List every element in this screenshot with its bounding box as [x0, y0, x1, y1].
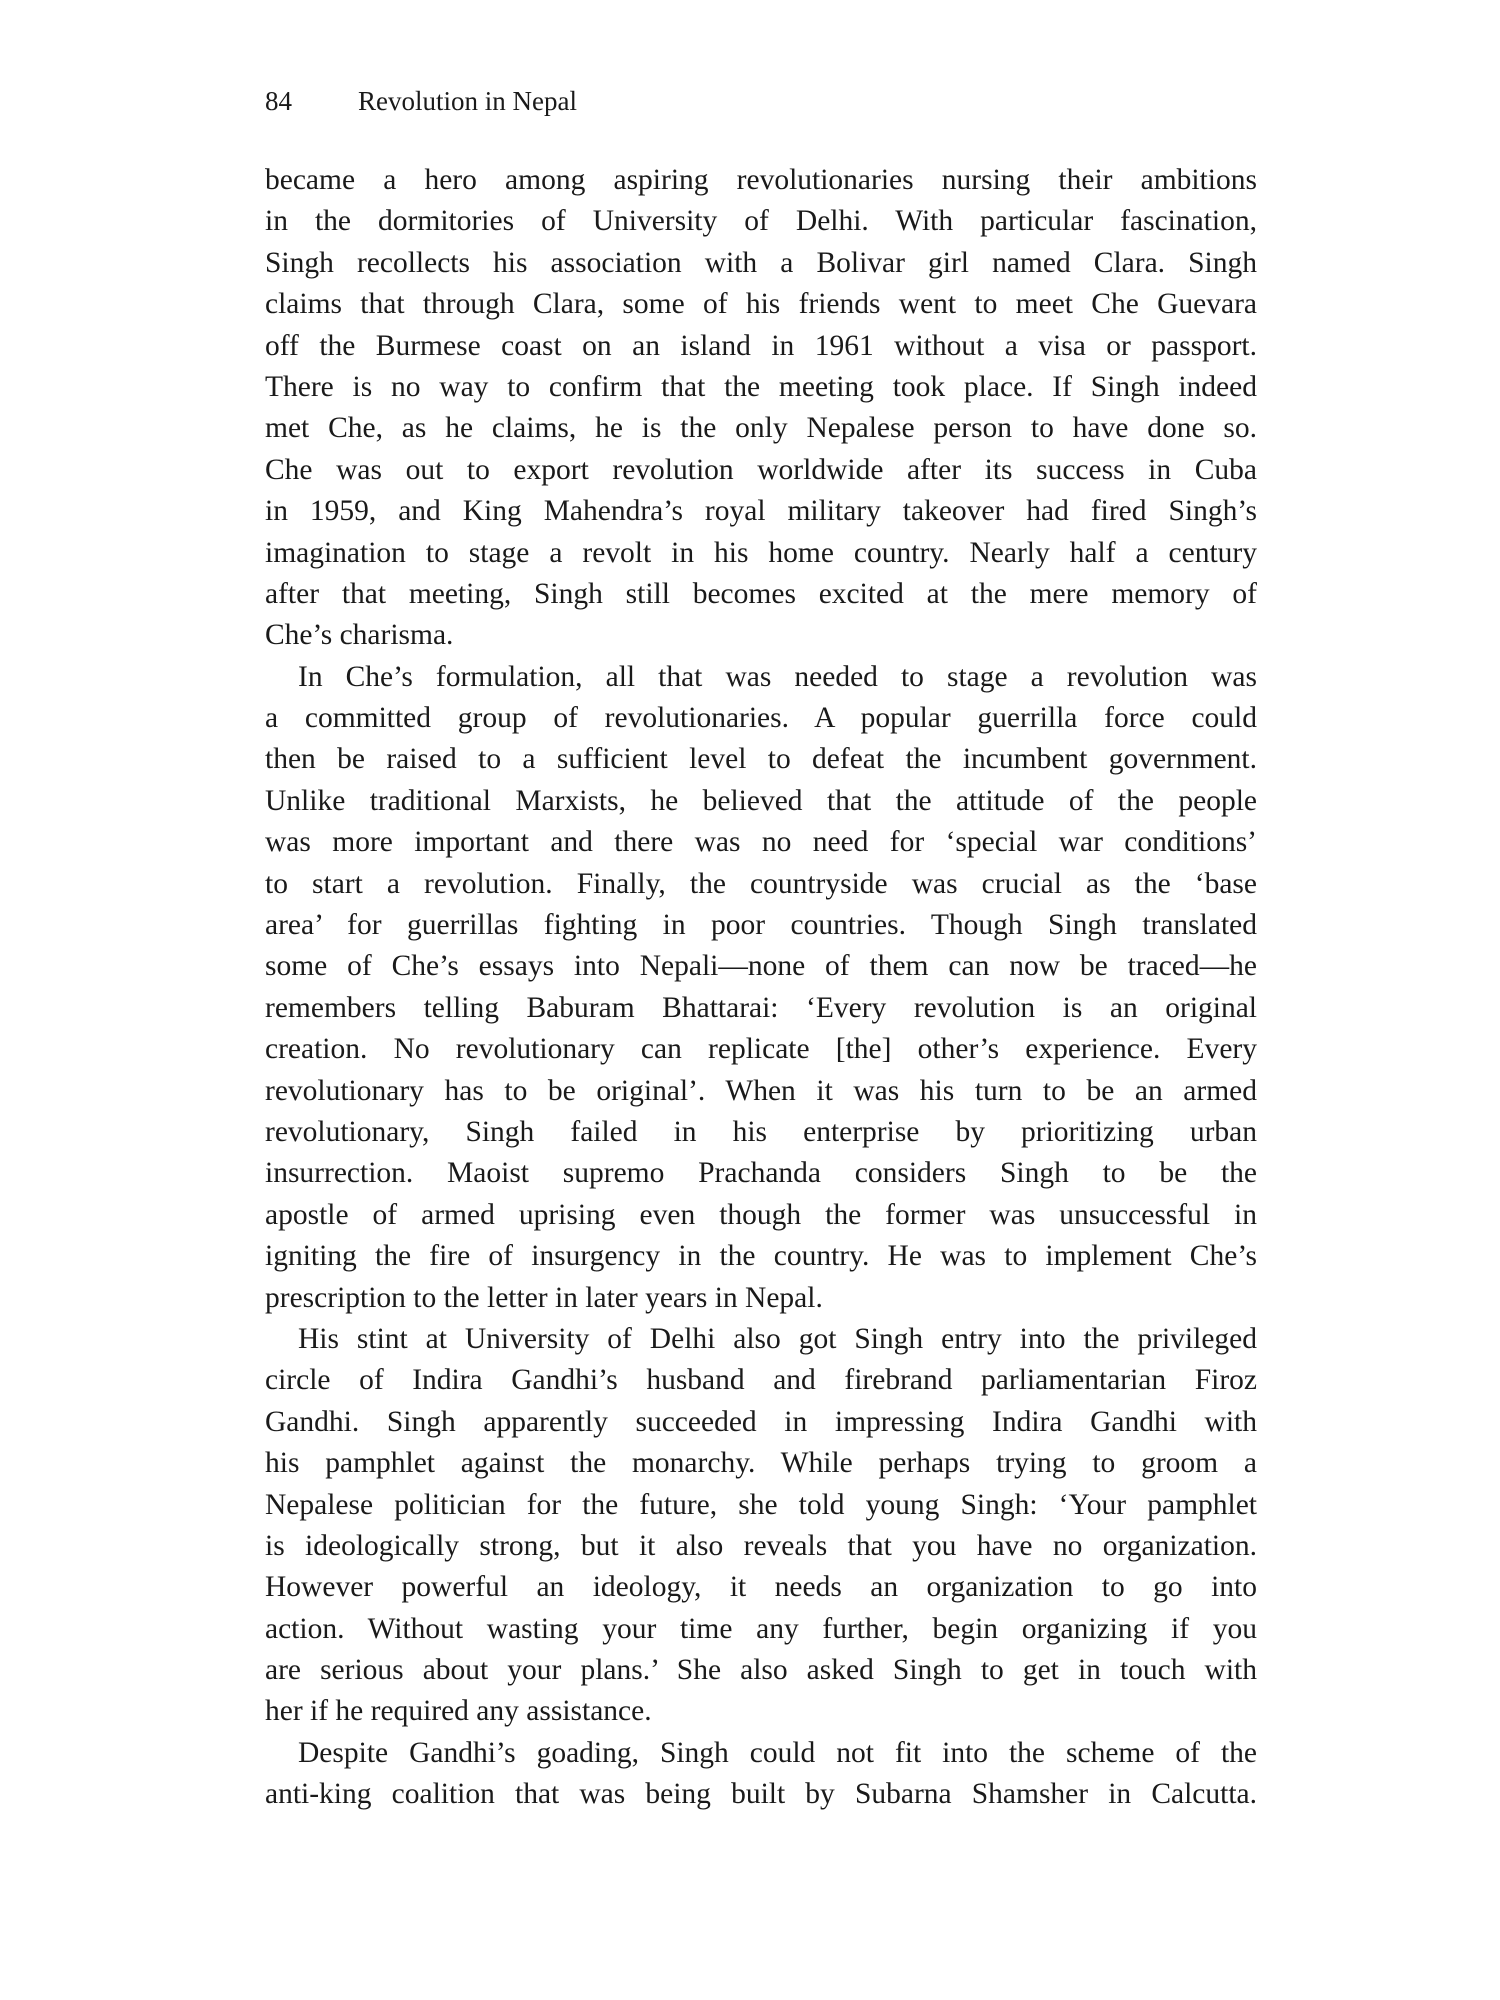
text-line: Che’s charisma.	[265, 619, 454, 652]
text-line: to start a revolution. Finally, the countryside was crucial as the ‘base	[265, 867, 1257, 900]
text-line: area’ for guerrillas fighting in poor countries. Though Singh translated	[265, 909, 1257, 942]
text-line: insurrection. Maoist supremo Prachanda considers Singh to be the	[265, 1157, 1257, 1190]
text-line: Singh recollects his association with a Bolivar girl named Clara. Singh	[265, 246, 1257, 279]
paragraph	[265, 1319, 1257, 1733]
text-line: Che was out to export revolution worldwide after its success in Cuba	[265, 453, 1257, 486]
text-line: off the Burmese coast on an island in 1961 without a visa or passport.	[265, 329, 1257, 362]
text-line: are serious about your plans.’ She also asked Singh to get in touch with	[265, 1654, 1257, 1687]
text-line: after that meeting, Singh still becomes excited at the mere memory of	[265, 577, 1257, 610]
text-line: However powerful an ideology, it needs an organization to go into	[265, 1571, 1257, 1604]
text-line: his pamphlet against the monarchy. While perhaps trying to groom a	[265, 1447, 1257, 1480]
body-text	[265, 160, 1257, 1816]
text-line: imagination to stage a revolt in his home country. Nearly half a century	[265, 536, 1257, 569]
text-line: action. Without wasting your time any further, begin organizing if you	[265, 1612, 1257, 1645]
paragraph	[265, 160, 1257, 657]
text-line: a committed group of revolutionaries. A popular guerrilla force could	[265, 702, 1257, 735]
text-line: In Che’s formulation, all that was needed to stage a revolution was	[298, 660, 1257, 693]
text-line: His stint at University of Delhi also got Singh entry into the privileged	[298, 1322, 1257, 1355]
text-line: her if he required any assistance.	[265, 1695, 652, 1728]
text-line: igniting the fire of insurgency in the country. He was to implement Che’s	[265, 1240, 1257, 1273]
text-line: became a hero among aspiring revolutionaries nursing their ambitions	[265, 164, 1257, 196]
running-header	[265, 86, 577, 117]
paragraph	[265, 1733, 1257, 1816]
page-number: 84	[265, 86, 292, 116]
text-line: then be raised to a sufficient level to defeat the incumbent government.	[265, 743, 1257, 776]
text-line: prescription to the letter in later years in Nepal.	[265, 1281, 823, 1314]
text-line: circle of Indira Gandhi’s husband and firebrand parliamentarian Firoz	[265, 1364, 1257, 1397]
text-line: met Che, as he claims, he is the only Nepalese person to have done so.	[265, 412, 1257, 445]
text-line: apostle of armed uprising even though the former was unsuccessful in	[265, 1198, 1257, 1231]
text-line: Gandhi. Singh apparently succeeded in impressing Indira Gandhi with	[265, 1405, 1257, 1438]
text-line: revolutionary has to be original’. When it was his turn to be an armed	[265, 1074, 1257, 1107]
text-line: was more important and there was no need for ‘special war conditions’	[265, 826, 1257, 859]
text-line: is ideologically strong, but it also reveals that you have no organization.	[265, 1529, 1257, 1562]
text-line: in 1959, and King Mahendra’s royal military takeover had fired Singh’s	[265, 495, 1257, 528]
text-line: anti-king coalition that was being built by Subarna Shamsher in Calcutta.	[265, 1778, 1257, 1811]
text-line: There is no way to confirm that the meeting took place. If Singh indeed	[265, 370, 1257, 403]
text-line: Unlike traditional Marxists, he believed that the attitude of the people	[265, 784, 1257, 817]
text-line: creation. No revolutionary can replicate [the] other’s experience. Every	[265, 1033, 1257, 1066]
text-line: revolutionary, Singh failed in his enterprise by prioritizing urban	[265, 1115, 1257, 1148]
text-line: Despite Gandhi’s goading, Singh could not fit into the scheme of the	[298, 1736, 1257, 1769]
text-line: remembers telling Baburam Bhattarai: ‘Every revolution is an original	[265, 991, 1257, 1024]
paragraph	[265, 657, 1257, 1319]
text-line: some of Che’s essays into Nepali—none of them can now be traced—he	[265, 950, 1257, 983]
text-line: claims that through Clara, some of his friends went to meet Che Guevara	[265, 288, 1257, 321]
running-title: Revolution in Nepal	[358, 86, 577, 116]
text-line: Nepalese politician for the future, she told young Singh: ‘Your pamphlet	[265, 1488, 1257, 1521]
text-line: in the dormitories of University of Delhi. With particular fascination,	[265, 205, 1257, 238]
